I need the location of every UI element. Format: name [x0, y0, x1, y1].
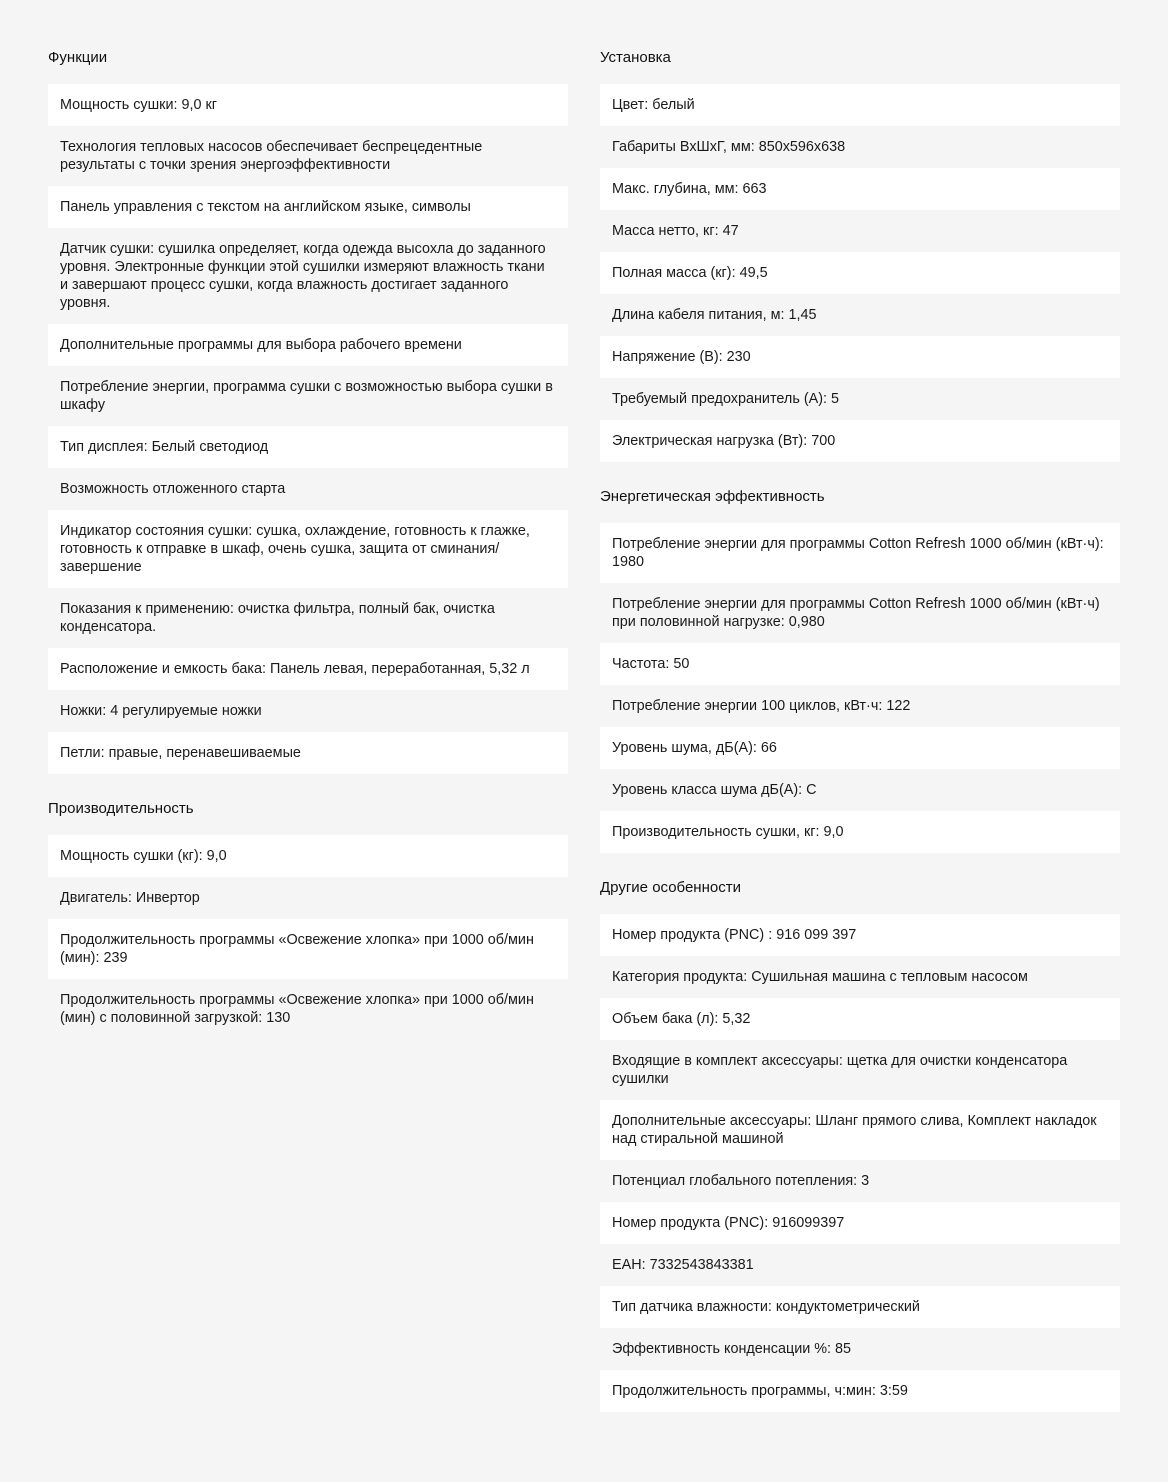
spec-item: Петли: правые, перенавешиваемые: [48, 732, 568, 774]
section-performance: [48, 800, 568, 1039]
right-column: [600, 40, 1120, 1438]
spec-item: Электрическая нагрузка (Вт): 700: [600, 420, 1120, 462]
spec-item: Габариты ВхШхГ, мм: 850x596x638: [600, 126, 1120, 168]
spec-list: [600, 523, 1120, 853]
spec-item: Дополнительные программы для выбора рабочего времени: [48, 324, 568, 366]
spec-item: Мощность сушки (кг): 9,0: [48, 835, 568, 877]
spec-item: Тип датчика влажности: кондуктометрический: [600, 1286, 1120, 1328]
spec-item: Дополнительные аксессуары: Шланг прямого слива, Комплект накладок над стиральной машиной: [600, 1100, 1120, 1160]
spec-item: Ножки: 4 регулируемые ножки: [48, 690, 568, 732]
spec-item: Продолжительность программы «Освежение хлопка» при 1000 об/мин (мин) с половинной загрузкой: 130: [48, 979, 568, 1039]
section-title: Энергетическая эффективность: [600, 488, 825, 505]
spec-list: [48, 84, 568, 774]
spec-item: Объем бака (л): 5,32: [600, 998, 1120, 1040]
spec-item: Макс. глубина, мм: 663: [600, 168, 1120, 210]
spec-item: Потребление энергии для программы Cotton Refresh 1000 об/мин (кВт·ч) при половинной нагрузке: 0,980: [600, 583, 1120, 643]
section-energy-efficiency: [600, 488, 1120, 853]
spec-item: Датчик сушки: сушилка определяет, когда одежда высохла до заданного уровня. Электронные функции этой сушилки измеряют влажность ткани и завершают процесс сушки, когда влажность достигает заданного уровня.: [48, 228, 568, 324]
section-other-features: [600, 879, 1120, 1412]
section-title: Функции: [48, 49, 108, 66]
spec-item: Продолжительность программы, ч:мин: 3:59: [600, 1370, 1120, 1412]
spec-item: Номер продукта (PNC): 916099397: [600, 1202, 1120, 1244]
spec-item: Панель управления с текстом на английском языке, символы: [48, 186, 568, 228]
spec-list: [600, 914, 1120, 1412]
spec-item: Требуемый предохранитель (А): 5: [600, 378, 1120, 420]
section-functions: [48, 49, 568, 774]
left-column: [48, 40, 568, 1065]
spec-item: Уровень шума, дБ(А): 66: [600, 727, 1120, 769]
section-installation: [600, 49, 1120, 462]
spec-item: Потребление энергии, программа сушки с возможностью выбора сушки в шкафу: [48, 366, 568, 426]
spec-item: EAH: 7332543843381: [600, 1244, 1120, 1286]
section-title: Установка: [600, 49, 671, 66]
spec-list: [600, 84, 1120, 462]
spec-item: Категория продукта: Сушильная машина с тепловым насосом: [600, 956, 1120, 998]
spec-item: Потребление энергии для программы Cotton Refresh 1000 об/мин (кВт·ч): 1980: [600, 523, 1120, 583]
spec-item: Входящие в комплект аксессуары: щетка для очистки конденсатора сушилки: [600, 1040, 1120, 1100]
spec-item: Тип дисплея: Белый светодиод: [48, 426, 568, 468]
spec-item: Потребление энергии 100 циклов, кВт·ч: 122: [600, 685, 1120, 727]
spec-item: Возможность отложенного старта: [48, 468, 568, 510]
spec-list: [48, 835, 568, 1039]
spec-item: Масса нетто, кг: 47: [600, 210, 1120, 252]
spec-item: Уровень класса шума дБ(А): C: [600, 769, 1120, 811]
spec-item: Мощность сушки: 9,0 кг: [48, 84, 568, 126]
spec-item: Индикатор состояния сушки: сушка, охлаждение, готовность к глажке, готовность к отправке в шкаф, очень сушка, защита от сминания/завершение: [48, 510, 568, 588]
spec-item: Продолжительность программы «Освежение хлопка» при 1000 об/мин (мин): 239: [48, 919, 568, 979]
spec-item: Технология тепловых насосов обеспечивает беспрецедентные результаты с точки зрения энергоэффективности: [48, 126, 568, 186]
spec-item: Эффективность конденсации %: 85: [600, 1328, 1120, 1370]
section-title: Производительность: [48, 800, 194, 817]
spec-item: Частота: 50: [600, 643, 1120, 685]
spec-item: Напряжение (В): 230: [600, 336, 1120, 378]
spec-item: Цвет: белый: [600, 84, 1120, 126]
spec-item: Производительность сушки, кг: 9,0: [600, 811, 1120, 853]
spec-item: Расположение и емкость бака: Панель левая, переработанная, 5,32 л: [48, 648, 568, 690]
spec-item: Длина кабеля питания, м: 1,45: [600, 294, 1120, 336]
spec-item: Двигатель: Инвертор: [48, 877, 568, 919]
spec-item: Полная масса (кг): 49,5: [600, 252, 1120, 294]
spec-item: Потенциал глобального потепления: 3: [600, 1160, 1120, 1202]
spec-item: Показания к применению: очистка фильтра, полный бак, очистка конденсатора.: [48, 588, 568, 648]
spec-item: Номер продукта (PNC) : 916 099 397: [600, 914, 1120, 956]
section-title: Другие особенности: [600, 879, 741, 896]
